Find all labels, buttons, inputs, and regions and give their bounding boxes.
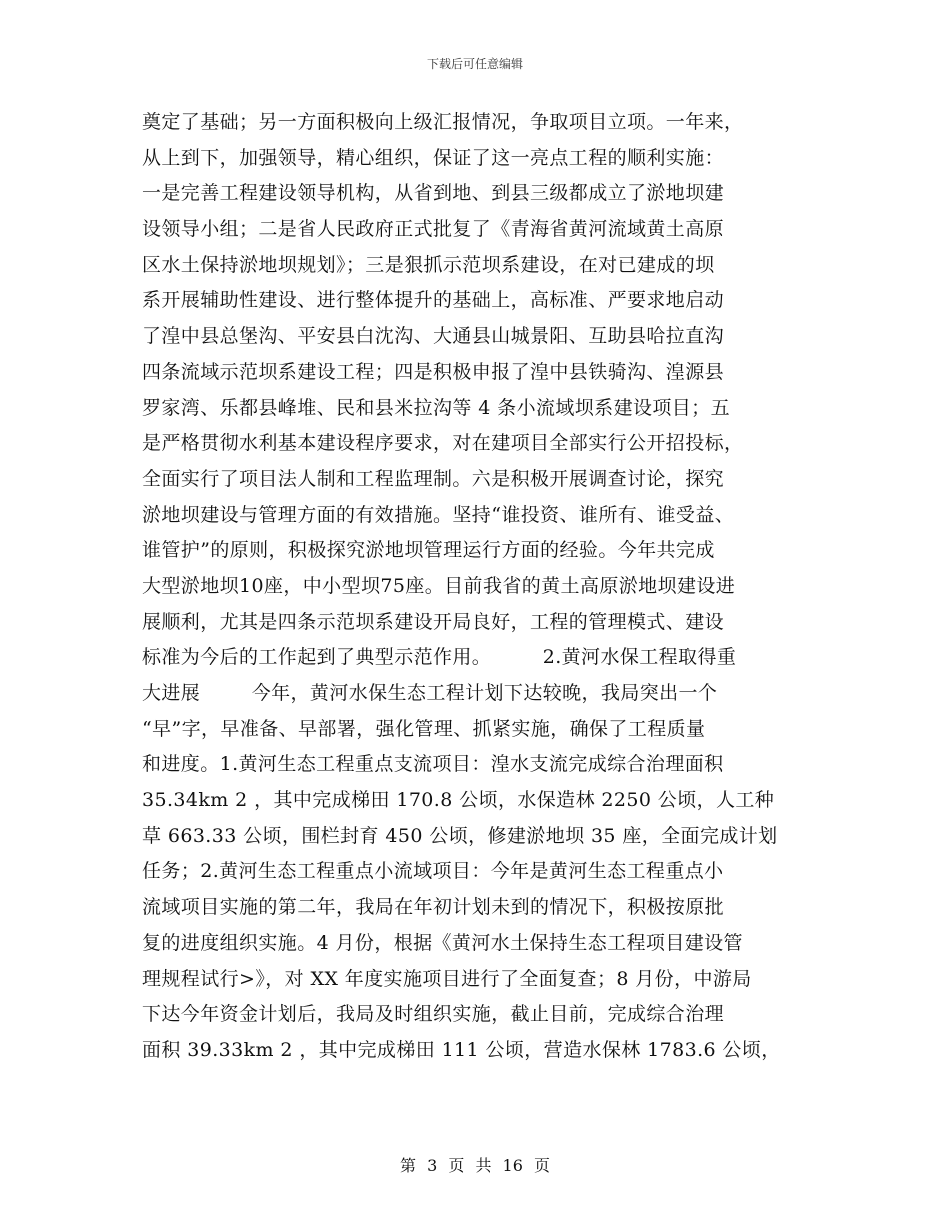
text-line: 理规程试行>》，对 XX 年度实施项目进行了全面复查；8 月份，中游局 xyxy=(142,967,752,990)
text-line: 面积 39.33km 2 ，其中完成梯田 111 公顷，营造水保林 1783.6 公顷， xyxy=(142,1038,781,1061)
page-footer: 第 3 页 共 16 页 xyxy=(400,1156,550,1175)
text-line: 35.34km 2 ，其中完成梯田 170.8 公顷，水保造林 2250 公顷，人工种 xyxy=(142,789,775,812)
text-line: 奠定了基础；另一方面积极向上级汇报情况，争取项目立项。一年来， xyxy=(142,111,744,133)
text-line: 淤地坝建设与管理方面的有效措施。坚持“谁投资、谁所有、谁受益、 xyxy=(142,503,735,526)
text-line: “早”字，早准备、早部署，强化管理、抓紧实施，确保了工程质量 xyxy=(142,717,706,740)
text-line: 区水土保持淤地坝规划》；三是狠抓示范坝系建设，在对已建成的坝 xyxy=(142,253,715,276)
text-line: 一是完善工程建设领导机构，从省到地、到县三级都成立了淤地坝建 xyxy=(142,182,725,205)
text-line: 是严格贯彻水利基本建设程序要求，对在建项目全部实行公开招投标， xyxy=(142,432,744,455)
text-line: 大进展 今年，黄河水保生态工程计划下达较晚，我局突出一个 xyxy=(142,682,718,704)
text-line: 任务；2.黄河生态工程重点小流域项目：今年是黄河生态工程重点小 xyxy=(142,860,724,883)
text-line: 下达今年资金计划后，我局及时组织实施，截止目前，完成综合治理 xyxy=(142,1003,725,1026)
text-line: 从上到下，加强领导，精心组织，保证了这一亮点工程的顺利实施： xyxy=(142,146,725,169)
text-line: 设领导小组；二是省人民政府正式批复了《青海省黄河流域黄土高原 xyxy=(142,218,725,241)
text-line: 谁管护”的原则，积极探究淤地坝管理运行方面的经验。今年共完成 xyxy=(142,539,715,562)
text-line: 系开展辅助性建设、进行整体提升的基础上，高标准、严要求地启动 xyxy=(142,289,725,312)
text-line: 标准为今后的工作起到了典型示范作用。 2.黄河水保工程取得重 xyxy=(142,646,737,669)
page-header: 下载后可任意编辑 xyxy=(426,57,523,71)
text-line: 全面实行了项目法人制和工程监理制。六是积极开展调查讨论，探究 xyxy=(142,467,725,490)
text-line: 四条流域示范坝系建设工程；四是积极申报了湟中县铁骑沟、湟源县 xyxy=(142,360,725,383)
text-line: 流域项目实施的第二年，我局在年初计划未到的情况下，积极按原批 xyxy=(142,896,725,919)
body-text xyxy=(142,105,822,1069)
text-line: 大型淤地坝10座，中小型坝75座。目前我省的黄土高原淤地坝建设进 xyxy=(142,574,736,597)
text-line: 草 663.33 公顷，围栏封育 450 公顷，修建淤地坝 35 座，全面完成计划 xyxy=(142,824,778,847)
text-line: 和进度。1.黄河生态工程重点支流项目：湟水支流完成综合治理面积 xyxy=(142,753,724,776)
text-line: 罗家湾、乐都县峰堆、民和县米拉沟等 4 条小流域坝系建设项目；五 xyxy=(142,396,730,419)
text-line: 复的进度组织实施。4 月份，根据《黄河水土保持生态工程项目建设管 xyxy=(142,931,743,954)
text-line: 了湟中县总堡沟、平安县白沈沟、大通县山城景阳、互助县哈拉直沟 xyxy=(142,325,725,348)
text-line: 展顺利，尤其是四条示范坝系建设开局良好，工程的管理模式、建设 xyxy=(142,610,725,633)
